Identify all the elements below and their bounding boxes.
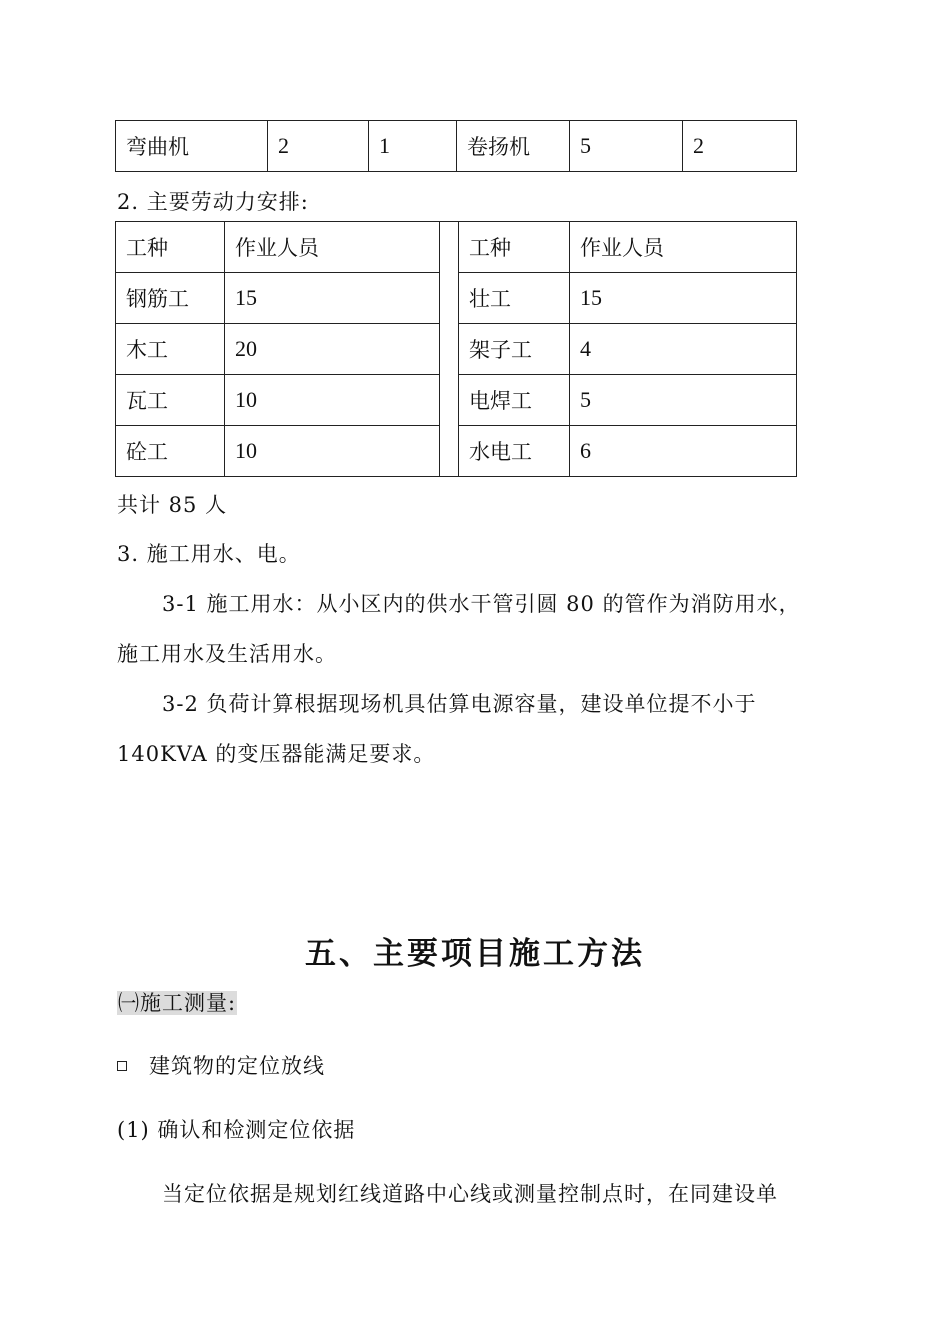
bullet-item-text: 建筑物的定位放线 [149, 1054, 325, 1078]
sub-heading [117, 987, 237, 1017]
table-cell: 6 [570, 426, 797, 477]
equipment-table [115, 120, 797, 172]
table-header-row [116, 222, 797, 273]
column-header: 作业人员 [225, 222, 440, 273]
table-cell: 10 [225, 375, 440, 426]
table-cell: 5 [570, 121, 683, 172]
labor-table [115, 221, 797, 477]
table-cell: 2 [683, 121, 797, 172]
table-cell: 瓦工 [116, 375, 225, 426]
paragraph-3-2: 3-2 负荷计算根据现场机具估算电源容量，建设单位提不小于 [162, 692, 757, 716]
square-bullet-icon [117, 1061, 127, 1071]
table-row [116, 121, 797, 172]
paragraph-3-1: 3-1 施工用水：从小区内的供水干管引圆 80 的管作为消防用水， [162, 592, 801, 616]
table-cell: 1 [369, 121, 457, 172]
water-power-heading: 3. 施工用水、电。 [117, 542, 301, 566]
body-paragraph: 当定位依据是规划红线道路中心线或测量控制点时，在同建设单 [162, 1182, 778, 1206]
table-cell: 20 [225, 324, 440, 375]
table-cell: 砼工 [116, 426, 225, 477]
table-cell: 4 [570, 324, 797, 375]
paragraph-3-1-continued: 施工用水及生活用水。 [117, 642, 337, 666]
table-cell: 钢筋工 [116, 273, 225, 324]
table-cell: 15 [225, 273, 440, 324]
table-cell: 木工 [116, 324, 225, 375]
table-cell: 10 [225, 426, 440, 477]
table-cell: 2 [268, 121, 369, 172]
table-cell: 电焊工 [459, 375, 570, 426]
column-header: 作业人员 [570, 222, 797, 273]
sub-heading-text: ㈠施工测量: [118, 991, 237, 1015]
labor-heading: 2. 主要劳动力安排: [117, 190, 309, 214]
section-title: 五、主要项目施工方法 [305, 936, 645, 972]
numbered-item: (1) 确认和检测定位依据 [117, 1118, 356, 1142]
table-cell: 5 [570, 375, 797, 426]
table-cell: 卷扬机 [457, 121, 570, 172]
table-cell: 15 [570, 273, 797, 324]
column-header: 工种 [116, 222, 225, 273]
table-cell: 架子工 [459, 324, 570, 375]
table-cell: 弯曲机 [116, 121, 268, 172]
column-header: 工种 [459, 222, 570, 273]
bullet-item [117, 1050, 325, 1080]
paragraph-3-2-continued: 140KVA 的变压器能满足要求。 [117, 742, 436, 766]
total-line: 共计 85 人 [117, 493, 228, 517]
table-separator [440, 222, 459, 477]
table-cell: 水电工 [459, 426, 570, 477]
table-cell: 壮工 [459, 273, 570, 324]
